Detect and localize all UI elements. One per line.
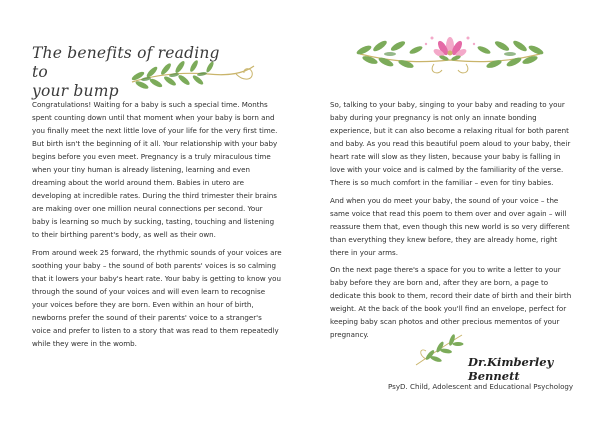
paragraph: And when you do meet your baby, the sound of your voice – the same voice that read this poem to them over and over again – will reassure them that, even though this new world is so very different than everything they knew before, they are already home, right there in your arms. [330,195,570,257]
paragraph: On the next page there's a space for you to write a letter to your baby before they are born and, after they are born, a page to dedicate this book to them, record their date of birth and their birth weight. At the back of the book you'll find an envelope, perfect for keeping baby scan photos and other precious mementos of your pregnancy. [330,265,572,339]
leaf-vine-decoration [128,52,260,94]
right-page [300,0,600,426]
signature-title: PsyD. Child, Adolescent and Educational Psychology [388,382,574,391]
paragraph: From around week 25 forward, the rhythmic sounds of your voices are soothing your baby – the sound of both parents' voices is so calming that it lowers your baby's heart rate. Your baby is getting to know you through the sound of your voices and will even learn to recognise your voices before they are born. Even within an hour of birth, newborns prefer the sound of their parents' voice to a stranger's voice and prefer to listen to a story that was read to them repeatedly while they were in the womb. [32,247,282,348]
title-line-1: The benefits of reading to [32,44,220,82]
signature-vine-decoration [412,325,470,373]
right-body-text [330,98,575,346]
pink-flower [432,37,467,62]
paragraph: So, talking to your baby, singing to your baby and reading to your baby during your pregnancy is not only an innate bonding experience, but it can also become a relaxing ritual for both parent and baby. As you read this beautiful poem aloud to your baby, their heart rate will slow as they listen, because your baby is falling in love with your voice and is calmed by the familiarity of the verse. There is so much comfort in the familiar – even for tiny babies. [330,100,571,187]
signature-name: Dr.Kimberley Bennett [468,355,554,383]
left-body-text [32,98,282,354]
flower-vine-decoration [350,24,550,78]
title-line-2: your bump [32,82,119,101]
paragraph: Congratulations! Waiting for a baby is such a special time. Months spent counting down until that moment when your baby is born and you finally meet the next little love of your life for the very first time. But birth isn't the beginning of it all. Your relationship with your baby begins before you even meet. Pregnancy is a truly miraculous time when your tiny human is already listening, learning and even dreaming about the world around them. Babies in utero are developing at incredible rates. During the third trimester their brains are making over one million neural connections per second. Your baby is learning so much by sucking, tasting, touching and listening to their birthing parent's body, as well as their own. [32,100,278,239]
